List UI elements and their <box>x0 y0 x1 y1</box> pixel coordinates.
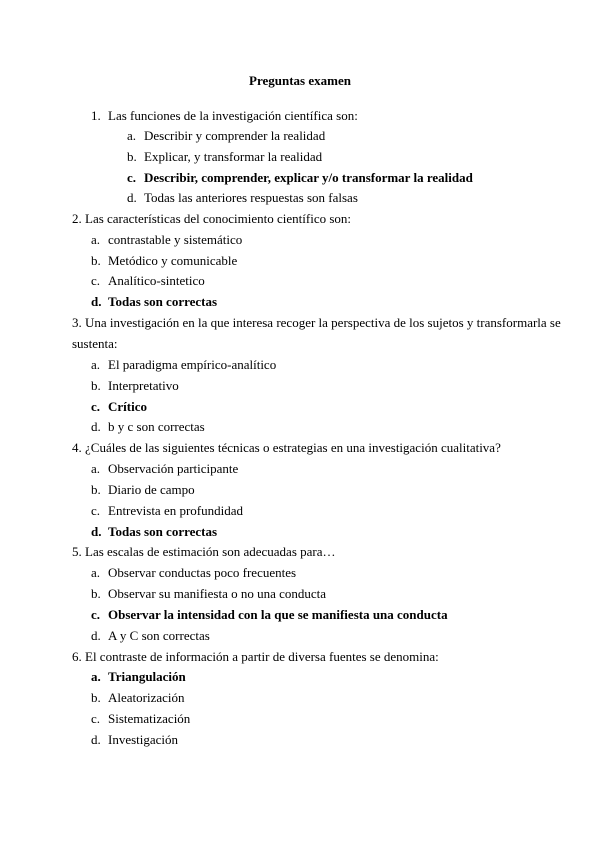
option-text: Crítico <box>108 399 147 414</box>
option-text: Triangulación <box>108 669 186 684</box>
option-text: Observación participante <box>108 461 239 476</box>
option-5d <box>91 628 210 644</box>
option-letter: b. <box>91 482 101 497</box>
option-text: Describir, comprender, explicar y/o transformar la realidad <box>144 170 473 185</box>
option-letter: d. <box>91 732 101 747</box>
option-text: El paradigma empírico-analítico <box>108 357 277 372</box>
question-text: Las funciones de la investigación científica son: <box>108 108 358 123</box>
option-6b <box>91 690 185 706</box>
option-letter: b. <box>91 690 101 705</box>
option-6d <box>91 732 178 748</box>
question-6: 6. El contraste de información a partir de diversa fuentes se denomina: <box>72 649 439 664</box>
option-letter: a. <box>91 565 101 580</box>
option-1b <box>127 149 322 165</box>
option-2a <box>91 232 242 248</box>
option-letter: a. <box>91 461 101 476</box>
question-4: 4. ¿Cuáles de las siguientes técnicas o estrategias en una investigación cualitativa? <box>72 440 501 455</box>
option-letter: d. <box>127 190 137 205</box>
option-letter: d. <box>91 419 101 434</box>
question-2: 2. Las características del conocimiento científico son: <box>72 211 352 226</box>
option-3c-correct <box>91 399 147 415</box>
option-text: Diario de campo <box>108 482 195 497</box>
option-text: Entrevista en profundidad <box>108 503 244 518</box>
option-text: Todas son correctas <box>108 294 218 309</box>
option-letter: b. <box>91 378 101 393</box>
option-letter: c. <box>91 399 101 414</box>
option-text: Metódico y comunicable <box>108 253 238 268</box>
option-text: contrastable y sistemático <box>108 232 243 247</box>
option-5a <box>91 565 296 581</box>
option-3a <box>91 357 276 373</box>
option-letter: d. <box>91 294 102 309</box>
option-letter: c. <box>91 503 101 518</box>
option-letter: d. <box>91 628 101 643</box>
option-letter: a. <box>127 128 137 143</box>
option-text: Todas las anteriores respuestas son falsas <box>144 190 358 205</box>
option-letter: c. <box>91 711 101 726</box>
option-4a <box>91 461 238 477</box>
option-text: b y c son correctas <box>108 419 205 434</box>
page-title: Preguntas examen <box>249 73 351 88</box>
option-5c-correct <box>91 607 448 623</box>
option-text: Observar la intensidad con la que se manifiesta una conducta <box>108 607 448 622</box>
option-text: A y C son correctas <box>108 628 210 643</box>
option-6a-correct <box>91 669 186 685</box>
option-4d-correct <box>91 524 217 540</box>
option-letter: b. <box>127 149 137 164</box>
option-letter: b. <box>91 586 101 601</box>
option-text: Describir y comprender la realidad <box>144 128 326 143</box>
option-letter: a. <box>91 232 101 247</box>
option-text: Aleatorización <box>108 690 185 705</box>
option-1d <box>127 190 358 206</box>
option-letter: a. <box>91 357 101 372</box>
question-3-line-1: 3. Una investigación en la que interesa recoger la perspectiva de los sujetos y transformarla se <box>72 315 561 330</box>
option-text: Investigación <box>108 732 179 747</box>
option-text: Explicar, y transformar la realidad <box>144 149 323 164</box>
option-2b <box>91 253 237 269</box>
option-2d-correct <box>91 294 217 310</box>
option-1c-correct <box>127 170 473 186</box>
option-text: Analítico-sintetico <box>108 273 205 288</box>
question-number: 1. <box>91 108 101 123</box>
question-1 <box>91 108 358 124</box>
option-letter: a. <box>91 669 101 684</box>
option-5b <box>91 586 326 602</box>
option-6c <box>91 711 190 727</box>
option-2c <box>91 273 205 289</box>
option-3d <box>91 419 205 435</box>
option-letter: c. <box>127 170 137 185</box>
option-3b <box>91 378 179 394</box>
option-1a <box>127 128 325 144</box>
option-text: Interpretativo <box>108 378 179 393</box>
option-4b <box>91 482 195 498</box>
option-letter: c. <box>91 607 101 622</box>
option-4c <box>91 503 243 519</box>
option-letter: c. <box>91 273 101 288</box>
option-text: Todas son correctas <box>108 524 218 539</box>
option-letter: b. <box>91 253 101 268</box>
option-text: Observar su manifiesta o no una conducta <box>108 586 327 601</box>
question-5: 5. Las escalas de estimación son adecuadas para… <box>72 544 336 559</box>
option-letter: d. <box>91 524 102 539</box>
question-3-line-2: sustenta: <box>72 336 118 351</box>
option-text: Observar conductas poco frecuentes <box>108 565 297 580</box>
option-text: Sistematización <box>108 711 191 726</box>
